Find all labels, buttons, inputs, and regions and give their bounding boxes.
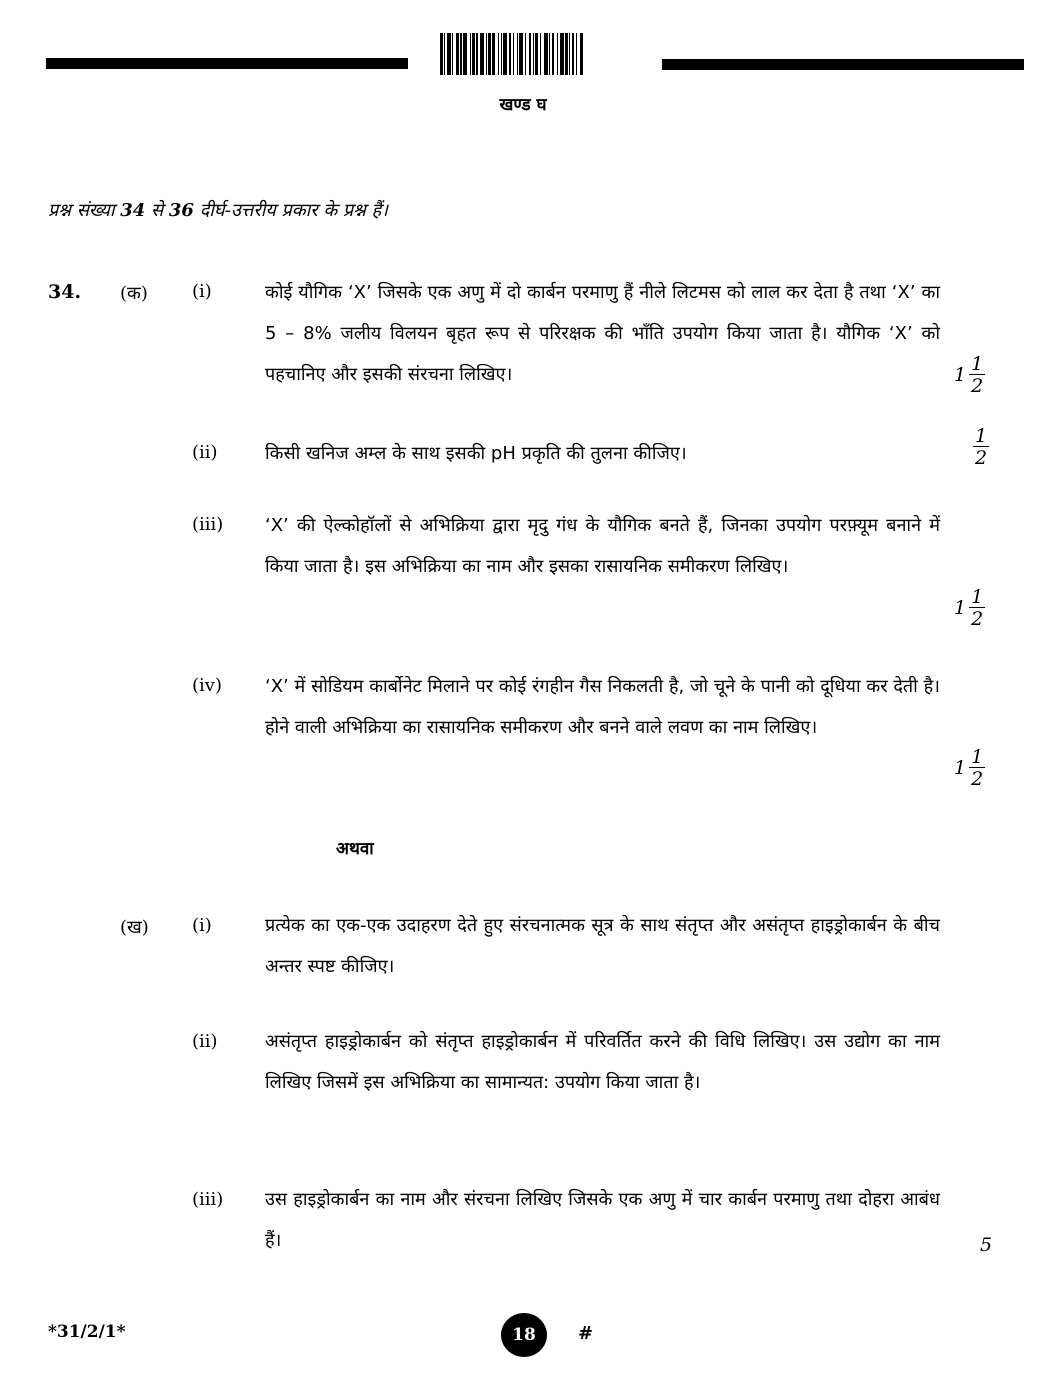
question-number: 34. [48, 281, 82, 303]
marks-denominator: 2 [971, 768, 984, 790]
instructions-to: 36 [168, 200, 194, 221]
or-separator: अथवा [336, 839, 374, 859]
subpart-label: (i) [192, 281, 212, 302]
marks-numerator: 1 [971, 586, 984, 608]
marks-denominator: 2 [971, 608, 984, 630]
subpart-text: ‘X’ में सोडियम कार्बोनेट मिलाने पर कोई रंगहीन गैस निकलती है, जो चूने के पानी को दूधिया कर देती है। होने वाली अभिक्रिया का रासायनिक समीकरण और बनने वाले लवण का नाम लिखिए। [265, 676, 940, 738]
instructions-from: 34 [120, 200, 146, 221]
subpart-label: (iv) [192, 675, 222, 696]
marks-fraction [969, 588, 985, 628]
header-rule-right [662, 59, 1024, 70]
marks [954, 748, 985, 788]
instructions-middle: से [145, 200, 169, 221]
instructions [48, 198, 388, 222]
subpart-label: (ii) [192, 442, 218, 463]
marks-whole: 1 [954, 364, 967, 386]
subpart-text: प्रत्येक का एक-एक उदाहरण देते हुए संरचनात्मक सूत्र के साथ संतृप्त और असंतृप्त हाइड्रोकार्बन के बीच अन्तर स्पष्ट कीजिए। [265, 915, 940, 977]
total-marks: 5 [980, 1234, 993, 1256]
marks-numerator: 1 [971, 353, 984, 375]
footer-symbol: # [578, 1323, 594, 1344]
part-b-label: (ख) [120, 917, 149, 938]
marks-whole: 1 [954, 597, 967, 619]
subpart-label: (i) [192, 915, 212, 936]
instructions-prefix: प्रश्न संख्या [48, 200, 121, 221]
subpart-label: (iii) [192, 514, 224, 535]
marks-whole: 1 [954, 757, 967, 779]
subpart-text: ‘X’ की ऐल्कोहॉलों से अभिक्रिया द्वारा मृदु गंध के यौगिक बनते हैं, जिनका उपयोग परफ़्यूम बनाने में किया जाता है। इस अभिक्रिया का नाम और इसका रासायनिक समीकरण लिखिए। [265, 515, 940, 577]
page-number-badge [501, 1313, 547, 1357]
subpart-text: उस हाइड्रोकार्बन का नाम और संरचना लिखिए जिसके एक अणु में चार कार्बन परमाणु तथा दोहरा आबंध हैं। [265, 1189, 940, 1251]
marks [954, 588, 985, 628]
marks-denominator: 2 [975, 447, 988, 469]
page-number: 18 [512, 1325, 536, 1345]
marks-denominator: 2 [971, 375, 984, 397]
subpart-text: कोई यौगिक ‘X’ जिसके एक अणु में दो कार्बन परमाणु हैं नीले लिटमस को लाल कर देता है तथा ‘X’ का 5 – 8% जलीय विलयन बृहत रूप से परिरक्षक की भाँति उपयोग किया जाता है। यौगिक ‘X’ को पहचानिए और इसकी संरचना लिखिए। [265, 282, 940, 385]
marks-fraction [969, 748, 985, 788]
paper-code: *31/2/1* [48, 1322, 126, 1342]
header-rule-left [46, 58, 408, 69]
barcode [440, 33, 632, 75]
marks-numerator: 1 [975, 425, 988, 447]
marks-numerator: 1 [971, 746, 984, 768]
subpart-text: किसी खनिज अम्ल के साथ इसकी pH प्रकृति की तुलना कीजिए। [265, 443, 687, 464]
marks [970, 427, 989, 467]
subpart-text: असंतृप्त हाइड्रोकार्बन को संतृप्त हाइड्रोकार्बन में परिवर्तित करने की विधि लिखिए। उस उद्योग का नाम लिखिए जिसमें इस अभिक्रिया का सामान्यत: उपयोग किया जाता है। [265, 1031, 940, 1093]
marks [954, 355, 985, 395]
instructions-suffix: दीर्घ-उत्तरीय प्रकार के प्रश्न हैं। [193, 200, 388, 221]
marks-fraction [969, 355, 985, 395]
part-a-label: (क) [120, 283, 148, 304]
marks-fraction [973, 427, 989, 467]
subpart-label: (iii) [192, 1189, 224, 1210]
subpart-label: (ii) [192, 1031, 218, 1052]
section-title: खण्ड घ [499, 95, 547, 115]
